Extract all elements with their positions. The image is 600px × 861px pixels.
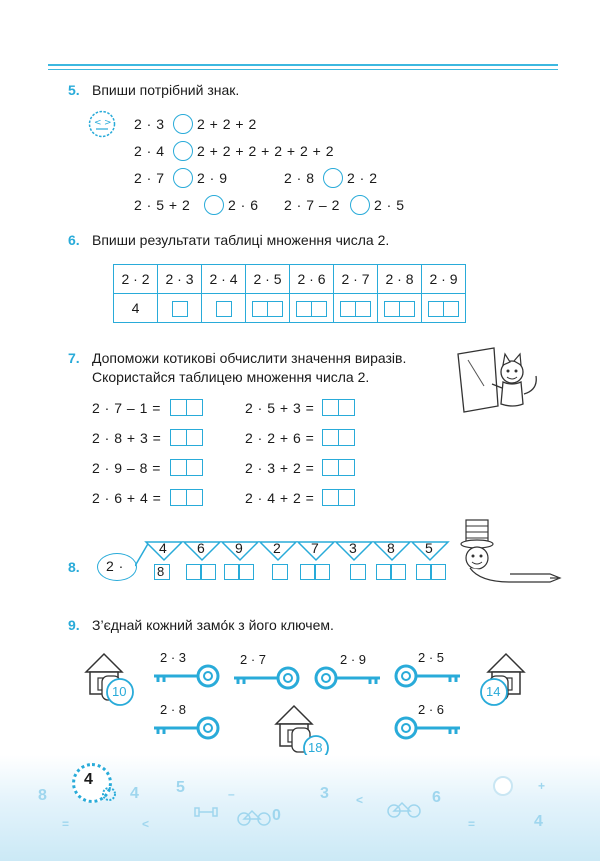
expr-left: 2 · 3: [134, 116, 165, 132]
bicycle-icon: [386, 799, 422, 819]
answer-box[interactable]: [390, 564, 406, 580]
expr-left: 2 · 5 + 2: [134, 197, 191, 213]
decor-symbol: =: [62, 817, 70, 831]
decor-symbol: 5: [176, 779, 185, 796]
answer-box[interactable]: [430, 564, 446, 580]
table-answer: [246, 294, 290, 323]
answer-box[interactable]: [314, 564, 330, 580]
key-label: 2 · 8: [160, 702, 187, 717]
svg-text:<: <: [94, 118, 102, 128]
task-number: 9.: [68, 617, 80, 633]
expr-left: 2 · 7 – 2: [284, 197, 340, 213]
answer-box[interactable]: [350, 564, 366, 580]
sign-circle[interactable]: [323, 168, 343, 188]
table-header: 2 · 3: [158, 265, 202, 294]
table-header: 2 · 7: [334, 265, 378, 294]
answer-box[interactable]: [399, 301, 415, 317]
answer-box[interactable]: [322, 399, 339, 416]
table-answer: [378, 294, 422, 323]
gear-icon: [100, 785, 118, 803]
key-icon: [232, 664, 302, 692]
answer-box[interactable]: [186, 489, 203, 506]
lock-number: 14: [486, 684, 501, 699]
lock-icon: [472, 648, 534, 710]
expression: 2 · 4 + 2 =: [245, 490, 315, 506]
answer-box[interactable]: [272, 564, 288, 580]
decor-symbol: <: [356, 793, 364, 807]
task-instruction: Допоможи котикові обчислити значення виразів.: [92, 350, 407, 366]
task-number: 6.: [68, 232, 80, 248]
expr-right: 2 · 5: [374, 197, 405, 213]
answer-box[interactable]: [338, 459, 355, 476]
table-header: 2 · 2: [114, 265, 158, 294]
key-icon: [392, 714, 462, 742]
expr-right: 2 + 2 + 2 + 2 + 2 + 2: [197, 143, 334, 159]
decor-symbol: 8: [38, 787, 47, 804]
answer-boxes: [170, 459, 203, 477]
decor-symbol: 3: [320, 785, 329, 802]
answer-box[interactable]: [172, 301, 188, 317]
triangle-shapes: [144, 540, 454, 562]
table-header: 2 · 9: [422, 265, 466, 294]
answer-boxes: [170, 429, 203, 447]
page-footer: [0, 755, 600, 861]
key[interactable]: [392, 650, 462, 690]
triangle-number: 7: [311, 540, 320, 556]
answer-box[interactable]: [311, 301, 327, 317]
pencil-character-illustration: [452, 518, 562, 590]
answer-row: [154, 564, 454, 582]
cat-with-sheet-illustration: [454, 346, 554, 418]
table-answer: [334, 294, 378, 323]
header-line: [48, 69, 558, 70]
expr-right: 2 · 6: [228, 197, 259, 213]
expression: 2 · 2 + 6 =: [245, 430, 315, 446]
key-label: 2 · 9: [340, 652, 367, 667]
answer-box[interactable]: [170, 399, 187, 416]
decor-symbol: <: [142, 817, 150, 831]
key[interactable]: [392, 702, 462, 742]
answer-boxes: [322, 429, 355, 447]
face-icon: [88, 110, 116, 138]
expression: 2 · 7 – 1 =: [92, 400, 161, 416]
key[interactable]: [312, 652, 382, 692]
sign-circle[interactable]: [173, 114, 193, 134]
svg-text:>: >: [104, 118, 112, 128]
multiplication-table: [113, 264, 466, 323]
triangle-number: 4: [159, 540, 168, 556]
multiplier-label: 2 ·: [106, 558, 124, 574]
sign-circle[interactable]: [173, 168, 193, 188]
dumbbell-icon: [194, 805, 218, 819]
answer-box[interactable]: [322, 459, 339, 476]
answer-boxes: [170, 489, 203, 507]
lock-icon: [80, 648, 142, 710]
answer-box[interactable]: [170, 459, 187, 476]
sign-circle[interactable]: [173, 141, 193, 161]
triangle-row: [144, 540, 454, 562]
task-number: 5.: [68, 82, 80, 98]
decor-symbol: =: [468, 817, 476, 831]
expr-left: 2 · 7: [134, 170, 165, 186]
decor-symbol: +: [538, 779, 546, 793]
answer-boxes: [170, 399, 203, 417]
expr-left: 2 · 4: [134, 143, 165, 159]
task-number: 8.: [68, 559, 80, 575]
answer-box[interactable]: [322, 489, 339, 506]
table-answer: [202, 294, 246, 323]
expression: 2 · 9 – 8 =: [92, 460, 161, 476]
bicycle-icon: [236, 807, 272, 827]
page-number: 4: [84, 771, 93, 788]
answer-boxes: [322, 399, 355, 417]
answer-box[interactable]: [338, 399, 355, 416]
key[interactable]: [152, 702, 222, 742]
table-header: 2 · 4: [202, 265, 246, 294]
task-number: 7.: [68, 350, 80, 366]
key-icon: [392, 662, 462, 690]
answer-box[interactable]: [322, 429, 339, 446]
answer-box[interactable]: [338, 429, 355, 446]
decor-symbol: 4: [534, 813, 543, 830]
expression: 2 · 3 + 2 =: [245, 460, 315, 476]
triangle-number: 8: [387, 540, 396, 556]
answer-box[interactable]: [186, 429, 203, 446]
answer-box[interactable]: [170, 489, 187, 506]
answer-box[interactable]: [170, 429, 187, 446]
decor-symbol: 6: [432, 789, 441, 806]
task-instruction: Скористайся таблицею множення числа 2.: [92, 369, 370, 385]
expr-right: 2 + 2 + 2: [197, 116, 257, 132]
answer-box[interactable]: [216, 301, 232, 317]
answer-box[interactable]: [355, 301, 371, 317]
key-label: 2 · 6: [418, 702, 445, 717]
lock-icon: [270, 700, 332, 762]
answer-boxes: [322, 489, 355, 507]
key[interactable]: [152, 650, 222, 690]
answer-box[interactable]: [443, 301, 459, 317]
triangle-number: 3: [349, 540, 358, 556]
decor-symbol: 0: [272, 807, 281, 824]
task-instruction: Впиши потрібний знак.: [92, 82, 240, 98]
triangle-number: 2: [273, 540, 282, 556]
answer-value: 8: [157, 564, 165, 579]
triangle-number: 6: [197, 540, 206, 556]
lock-number: 10: [112, 684, 127, 699]
table-answer: [158, 294, 202, 323]
answer-box[interactable]: [238, 564, 254, 580]
sign-circle[interactable]: [350, 195, 370, 215]
expression: 2 · 6 + 4 =: [92, 490, 162, 506]
triangle-number: 5: [425, 540, 434, 556]
answer-boxes: [322, 459, 355, 477]
triangle-number: 9: [235, 540, 244, 556]
answer-box[interactable]: [200, 564, 216, 580]
table-header: 2 · 5: [246, 265, 290, 294]
table-header: 2 · 6: [290, 265, 334, 294]
answer-box[interactable]: [186, 459, 203, 476]
decor-symbol: –: [228, 787, 235, 801]
expr-right: 2 · 2: [347, 170, 378, 186]
key-label: 2 · 7: [240, 652, 267, 667]
table-answer: [422, 294, 466, 323]
header-line: [48, 64, 558, 66]
key[interactable]: [232, 652, 302, 692]
answer-box[interactable]: [267, 301, 283, 317]
lock-number: 18: [308, 740, 323, 755]
expr-left: 2 · 8: [284, 170, 315, 186]
table-header: 2 · 8: [378, 265, 422, 294]
clock-icon: [492, 775, 514, 797]
expression: 2 · 5 + 3 =: [245, 400, 315, 416]
task-instruction: Впиши результати таблиці множення числа 2.: [92, 232, 390, 248]
decor-symbol: 4: [130, 785, 139, 802]
expr-right: 2 · 9: [197, 170, 228, 186]
key-icon: [312, 664, 382, 692]
key-label: 2 · 3: [160, 650, 187, 665]
key-label: 2 · 5: [418, 650, 445, 665]
expression: 2 · 8 + 3 =: [92, 430, 162, 446]
task-instruction: З’єднай кожний замо́к з його ключем.: [92, 617, 334, 633]
table-answer: 4: [114, 294, 158, 323]
sign-circle[interactable]: [204, 195, 224, 215]
key-icon: [152, 714, 222, 742]
answer-box[interactable]: [338, 489, 355, 506]
key-icon: [152, 662, 222, 690]
answer-box[interactable]: [186, 399, 203, 416]
table-answer: [290, 294, 334, 323]
